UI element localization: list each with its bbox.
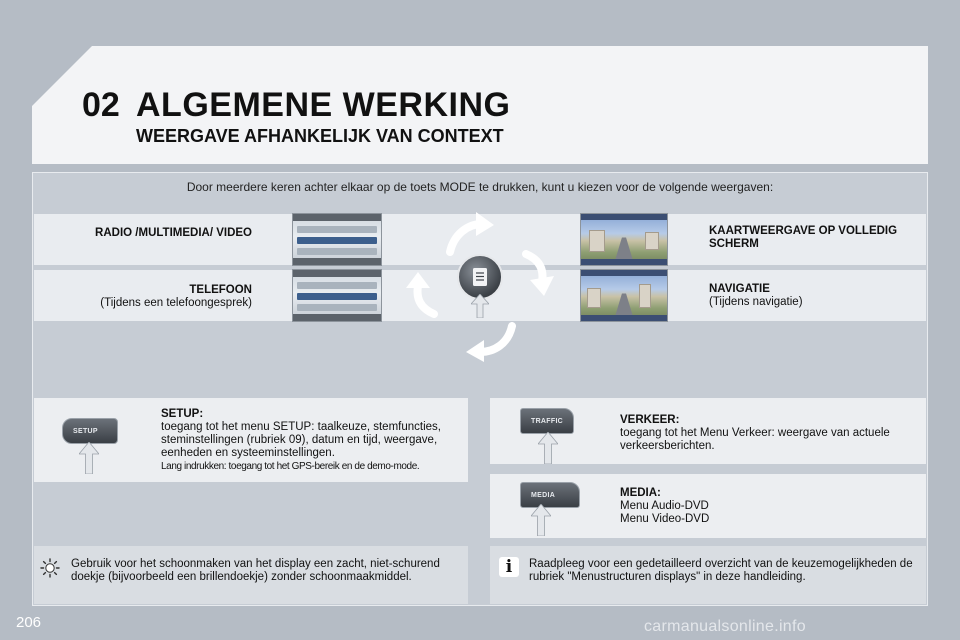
setup-long-press: Lang indrukken: toegang tot het GPS-bereik en de demo-mode. xyxy=(161,461,420,472)
mode-label-radio: RADIO /MULTIMEDIA/ VIDEO xyxy=(95,227,252,239)
mode-note-phone: (Tijdens een telefoongesprek) xyxy=(100,297,252,309)
traffic-description xyxy=(620,414,922,453)
cycle-arrow-icon-bottom xyxy=(464,322,516,362)
media-line-audio: Menu Audio-DVD xyxy=(620,500,709,512)
info-icon: i xyxy=(499,557,519,577)
media-description xyxy=(620,487,922,526)
traffic-title: VERKEER: xyxy=(620,414,680,426)
press-arrow-icon-setup xyxy=(79,442,99,474)
media-key[interactable]: MEDIA xyxy=(520,482,580,508)
mode-note-navigation: (Tijdens navigatie) xyxy=(709,296,803,308)
setup-description xyxy=(161,408,463,473)
radio-screen-thumbnail xyxy=(292,213,382,266)
media-title: MEDIA: xyxy=(620,487,661,499)
map-screen-thumbnail xyxy=(580,213,668,266)
media-line-video: Menu Video-DVD xyxy=(620,513,710,525)
mode-label-phone: TELEFOON xyxy=(189,284,252,296)
cycle-arrow-icon-right xyxy=(520,250,556,296)
setup-text: toegang tot het menu SETUP: taalkeuze, stemfuncties, steminstellingen (rubriek 09), datum en tijd, weergave, eenheden en systeeminstellingen. xyxy=(161,421,441,459)
press-arrow-icon-media xyxy=(531,504,551,536)
setup-title: SETUP: xyxy=(161,408,204,420)
watermark: carmanualsonline.info xyxy=(644,618,806,635)
cleaning-note: Gebruik voor het schoonmaken van het display een zacht, niet-schurend doekje (bijvoorbeeld een brillendoekje) zonder schoonmaakmiddel. xyxy=(71,558,440,583)
page-title: ALGEMENE WERKING xyxy=(136,86,511,124)
cycle-arrow-icon-left xyxy=(404,272,440,318)
mode-label-map: KAARTWEERGAVE OP VOLLEDIG SCHERM xyxy=(709,225,898,250)
page-number: 206 xyxy=(16,614,42,631)
sun-icon xyxy=(40,558,60,578)
page-subtitle: WEERGAVE AFHANKELIJK VAN CONTEXT xyxy=(136,126,504,146)
chapter-number: 02 xyxy=(82,86,120,124)
navigation-screen-thumbnail xyxy=(580,269,668,322)
mode-label-navigation: NAVIGATIE xyxy=(709,283,770,295)
press-arrow-icon-traffic xyxy=(538,432,558,464)
press-arrow-icon xyxy=(471,294,489,318)
traffic-key[interactable]: TRAFFIC xyxy=(520,408,574,434)
info-note: Raadpleeg voor een gedetailleerd overzicht van de keuzemogelijkheden de rubriek "Menustructuren displays" in deze handleiding. xyxy=(529,558,913,583)
setup-key[interactable]: SETUP xyxy=(62,418,118,444)
intro-text: Door meerdere keren achter elkaar op de toets MODE te drukken, kunt u kiezen voor de volgende weergaven: xyxy=(186,180,774,194)
cycle-arrow-icon-top xyxy=(446,212,496,256)
traffic-text: toegang tot het Menu Verkeer: weergave van actuele verkeersberichten. xyxy=(620,427,890,452)
phone-screen-thumbnail xyxy=(292,269,382,322)
